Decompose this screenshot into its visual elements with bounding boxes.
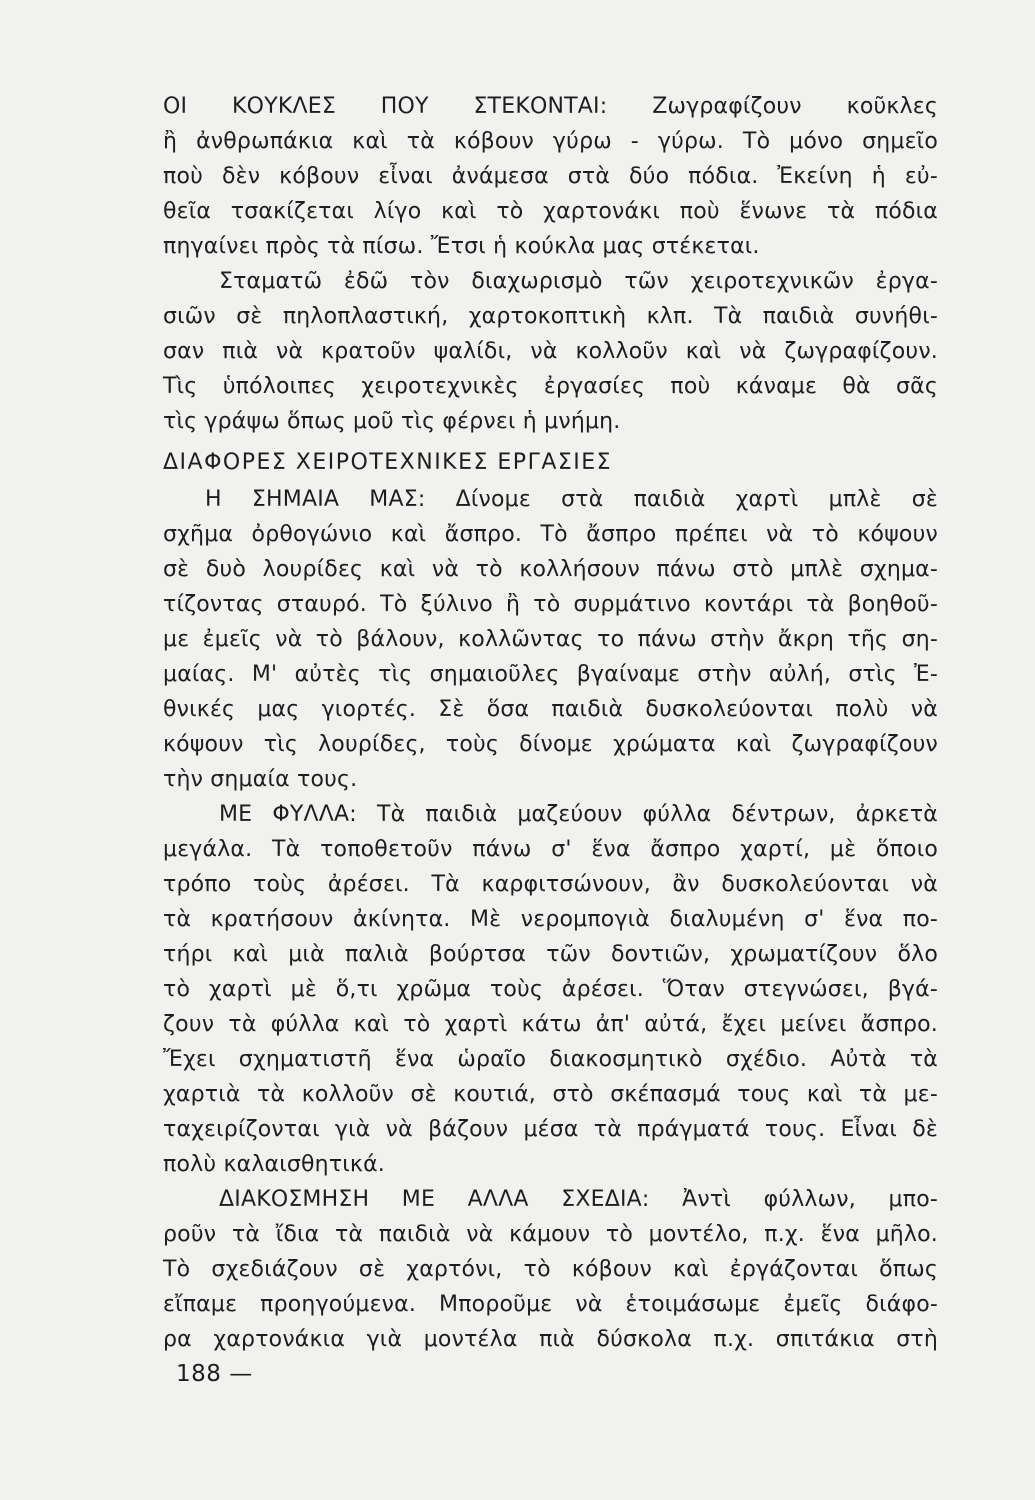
- text-line: τίζοντας σταυρό. Τὸ ξύλινο ἢ τὸ συρμάτινο κοντάρι τὰ βοηθοῦ-: [163, 592, 938, 617]
- text-line: σαν πιὰ νὰ κρατοῦν ψαλίδι, νὰ κολλοῦν καὶ νὰ ζωγραφίζουν.: [163, 339, 938, 364]
- text-line: ταχειρίζονται γιὰ νὰ βάζουν μέσα τὰ πράγματά τους. Εἶναι δὲ: [163, 1117, 938, 1142]
- text-line: θεῖα τσακίζεται λίγο καὶ τὸ χαρτονάκι ποὺ ἕνωνε τὰ πόδια: [163, 199, 938, 224]
- text-line: ἢ ἀνθρωπάκια καὶ τὰ κόβουν γύρω - γύρω. Τὸ μόνο σημεῖο: [163, 129, 938, 154]
- text-line: ρα χαρτονάκια γιὰ μοντέλα πιὰ δύσκολα π.χ. σπιτάκια στὴ: [163, 1327, 938, 1352]
- text-line: με ἐμεῖς νὰ τὸ βάλουν, κολλῶντας το πάνω στὴν ἄκρη τῆς ση-: [163, 627, 938, 652]
- text-line: εἴπαμε προηγούμενα. Μποροῦμε νὰ ἑτοιμάσωμε ἐμεῖς διάφο-: [163, 1292, 938, 1317]
- text-line: ζουν τὰ φύλλα καὶ τὸ χαρτὶ κάτω ἀπ' αὐτά, ἔχει μείνει ἄσπρο.: [163, 1012, 938, 1037]
- text-line: Τὸ σχεδιάζουν σὲ χαρτόνι, τὸ κόβουν καὶ ἐργάζονται ὅπως: [163, 1257, 938, 1282]
- text-line: χαρτιὰ τὰ κολλοῦν σὲ κουτιά, στὸ σκέπασμά τους καὶ τὰ με-: [163, 1082, 938, 1107]
- text-line: Τὶς ὑπόλοιπες χειροτεχνικὲς ἐργασίες ποὺ κάναμε θὰ σᾶς: [163, 374, 938, 399]
- text-line: ροῦν τὰ ἴδια τὰ παιδιὰ νὰ κάμουν τὸ μοντέλο, π.χ. ἕνα μῆλο.: [163, 1222, 938, 1247]
- text-line: πηγαίνει πρὸς τὰ πίσω. Ἔτσι ἡ κούκλα μας στέκεται.: [163, 234, 760, 259]
- text-line: πολὺ καλαισθητικά.: [163, 1152, 385, 1177]
- text-line: σὲ δυὸ λουρίδες καὶ νὰ τὸ κολλήσουν πάνω στὸ μπλὲ σχημα-: [163, 557, 938, 582]
- text-line: ΜΕ ΦΥΛΛΑ: Τὰ παιδιὰ μαζεύουν φύλλα δέντρων, ἀρκετὰ: [219, 802, 938, 827]
- text-line: τρόπο τοὺς ἀρέσει. Τὰ καρφιτσώνουν, ἂν δυσκολεύονται νὰ: [163, 872, 938, 897]
- text-line: Σταματῶ ἐδῶ τὸν διαχωρισμὸ τῶν χειροτεχνικῶν ἐργα-: [219, 269, 938, 294]
- text-line: σιῶν σὲ πηλοπλαστική, χαρτοκοπτικὴ κλπ. Τὰ παιδιὰ συνήθι-: [163, 304, 938, 329]
- text-line: τὶς γράψω ὅπως μοῦ τὶς φέρνει ἡ μνήμη.: [163, 409, 621, 434]
- text-line: τὰ κρατήσουν ἀκίνητα. Μὲ νερομπογιὰ διαλυμένη σ' ἕνα πο-: [163, 907, 938, 932]
- text-line: μεγάλα. Τὰ τοποθετοῦν πάνω σ' ἕνα ἄσπρο χαρτί, μὲ ὅποιο: [163, 837, 938, 862]
- text-line: κόψουν τὶς λουρίδες, τοὺς δίνομε χρώματα καὶ ζωγραφίζουν: [163, 732, 938, 757]
- text-line: σχῆμα ὀρθογώνιο καὶ ἄσπρο. Τὸ ἄσπρο πρέπει νὰ τὸ κόψουν: [163, 522, 938, 547]
- text-line: Η ΣΗΜΑΙΑ ΜΑΣ: Δίνομε στὰ παιδιὰ χαρτὶ μπλὲ σὲ: [205, 487, 938, 512]
- text-line: τὸ χαρτὶ μὲ ὅ,τι χρῶμα τοὺς ἀρέσει. Ὅταν στεγνώσει, βγά-: [163, 977, 938, 1002]
- text-line: ποὺ δὲν κόβουν εἶναι ἀνάμεσα στὰ δύο πόδια. Ἐκείνη ἡ εὐ-: [163, 164, 938, 189]
- text-line: Ἔχει σχηματιστῆ ἕνα ὡραῖο διακοσμητικὸ σχέδιο. Αὐτὰ τὰ: [163, 1047, 938, 1072]
- text-line: θνικές μας γιορτές. Σὲ ὅσα παιδιὰ δυσκολεύονται πολὺ νὰ: [163, 697, 938, 722]
- text-line: ΟΙ ΚΟΥΚΛΕΣ ΠΟΥ ΣΤΕΚΟΝΤΑΙ: Ζωγραφίζουν κοῦκλες: [163, 94, 938, 119]
- text-line: ΔΙΑΚΟΣΜΗΣΗ ΜΕ ΑΛΛΑ ΣΧΕΔΙΑ: Ἀντὶ φύλλων, μπο-: [219, 1187, 938, 1212]
- text-line: τὴν σημαία τους.: [163, 767, 358, 792]
- text-line: μαίας. Μ' αὐτὲς τὶς σημαιοῦλες βγαίναμε στὴν αὐλή, στὶς Ἐ-: [163, 662, 938, 687]
- text-line: τήρι καὶ μιὰ παλιὰ βούρτσα τῶν δοντιῶν, χρωματίζουν ὅλο: [163, 942, 938, 967]
- section-heading: ΔΙΑΦΟΡΕΣ ΧΕΙΡΟΤΕΧΝΙΚΕΣ ΕΡΓΑΣΙΕΣ: [163, 450, 613, 475]
- page-number: 188 —: [176, 1361, 253, 1387]
